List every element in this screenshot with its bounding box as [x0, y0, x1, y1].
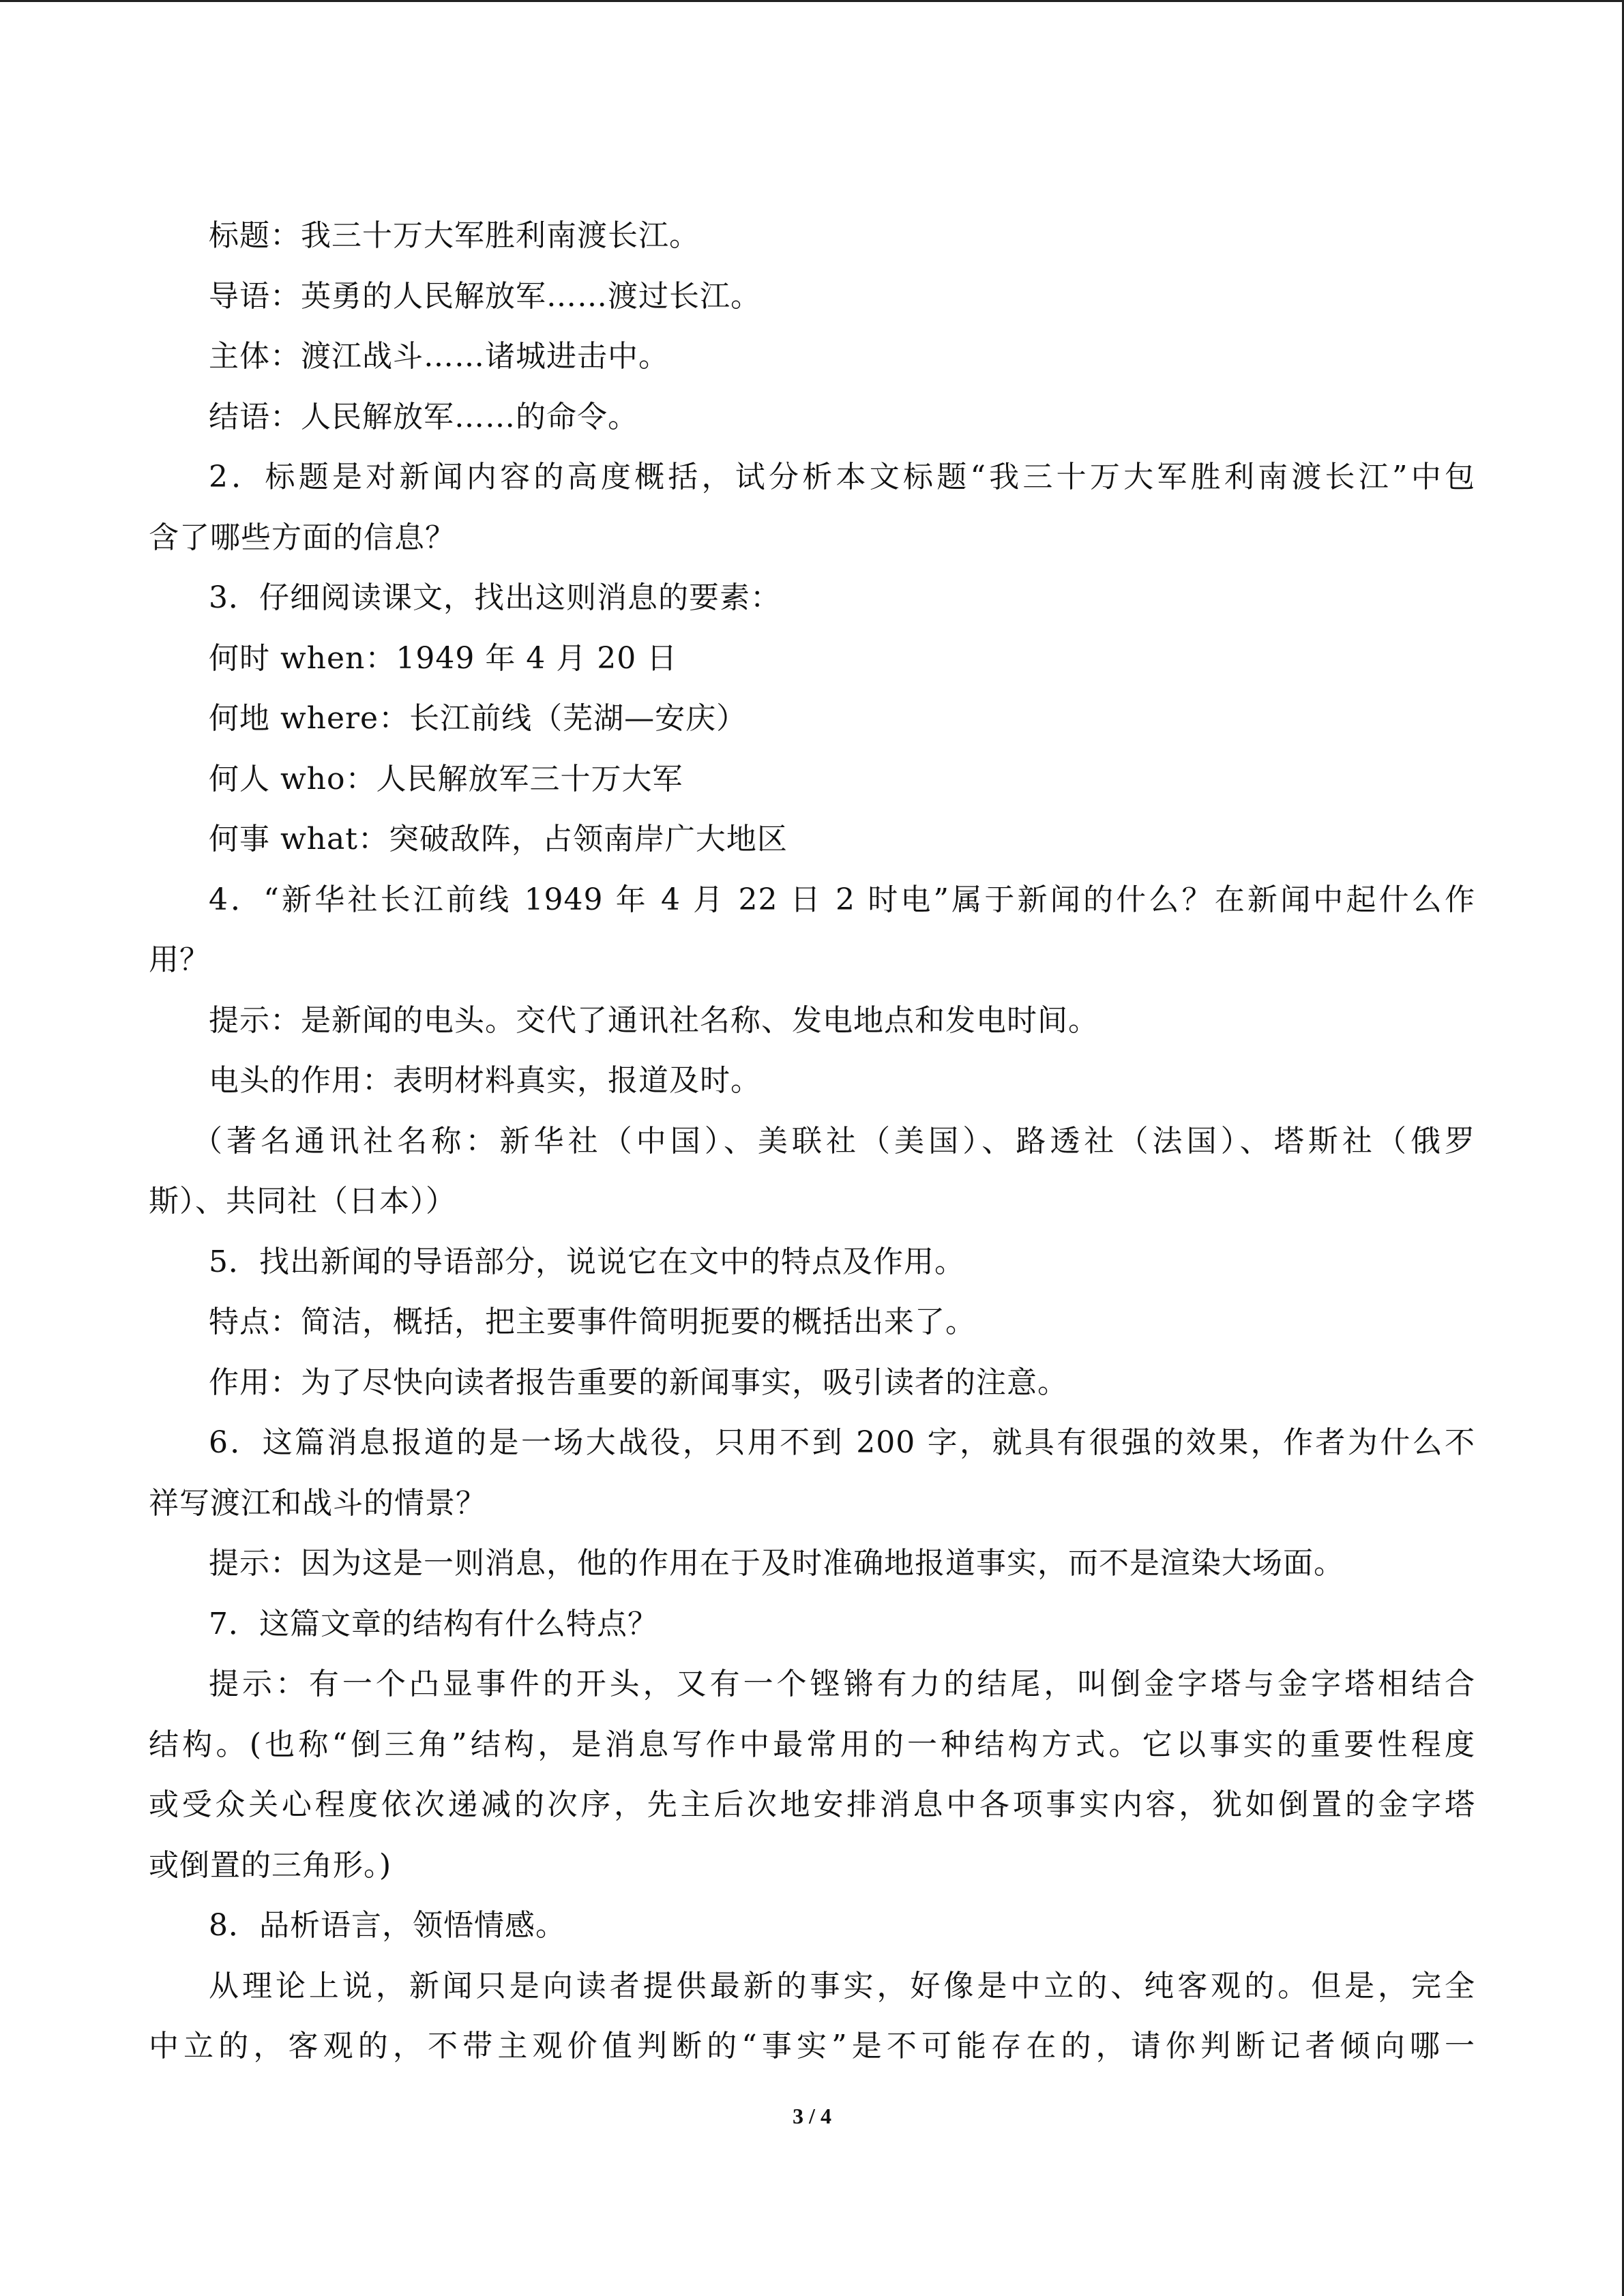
text-line: 从理论上说，新闻只是向读者提供最新的事实，好像是中立的、纯客观的。但是，完全 [209, 1968, 1475, 2003]
text-line: 导语：英勇的人民解放军……渡过长江。 [209, 278, 761, 314]
text-line: 提示：有一个凸显事件的开头，又有一个铿锵有力的结尾，叫倒金字塔与金字塔相结合 [209, 1667, 1475, 1701]
text-line: 8．品析语言，领悟情感。 [209, 1908, 566, 1943]
text-line: 5．找出新闻的导语部分，说说它在文中的特点及作用。 [209, 1244, 965, 1279]
text-line: 结构。(也称“倒三角”结构，是消息写作中最常用的一种结构方式。它以事实的重要性程度 [149, 1727, 1475, 1762]
text-line: 作用：为了尽快向读者报告重要的新闻事实，吸引读者的注意。 [209, 1365, 1068, 1400]
page-number: 3 / 4 [793, 2104, 831, 2128]
text-line: 斯）、共同社（日本）） [149, 1184, 456, 1219]
text-line: 4．“新华社长江前线 1949 年 4 月 22 日 2 时电”属于新闻的什么？在新闻中起什么作 [209, 882, 1475, 917]
text-line: 中立的，客观的，不带主观价值判断的“事实”是不可能存在的，请你判断记者倾向哪一 [149, 2029, 1475, 2063]
text-line: 电头的作用：表明材料真实，报道及时。 [209, 1063, 761, 1098]
text-line: 何时 when：1949 年 4 月 20 日 [209, 640, 678, 676]
text-line: 提示：因为这是一则消息，他的作用在于及时准确地报道事实，而不是渲染大场面。 [209, 1546, 1344, 1581]
text-line: 3．仔细阅读课文，找出这则消息的要素： [209, 580, 781, 615]
text-line: 何人 who：人民解放军三十万大军 [209, 761, 683, 796]
text-line: 结语：人民解放军……的命令。 [209, 399, 638, 434]
text-line: 标题：我三十万大军胜利南渡长江。 [209, 218, 700, 253]
text-line: （著名通讯社名称：新华社（中国）、美联社（美国）、路透社（法国）、塔斯社（俄罗 [192, 1123, 1475, 1159]
text-line: 或倒置的三角形。) [149, 1847, 392, 1883]
text-line: 何事 what：突破敌阵，占领南岸广大地区 [209, 822, 788, 856]
text-line: 2．标题是对新闻内容的高度概括，试分析本文标题“我三十万大军胜利南渡长江”中包 [209, 460, 1475, 494]
text-line: 何地 where：长江前线（芜湖—安庆） [209, 701, 748, 736]
text-line: 提示：是新闻的电头。交代了通讯社名称、发电地点和发电时间。 [209, 1002, 1099, 1038]
top-border-line [0, 0, 1624, 2]
text-line: 祥写渡江和战斗的情景？ [149, 1485, 486, 1521]
text-line: 用？ [149, 942, 210, 977]
text-line: 或受众关心程度依次递减的次序，先主后次地安排消息中各项事实内容，犹如倒置的金字塔 [149, 1787, 1475, 1822]
text-line: 含了哪些方面的信息？ [149, 520, 456, 555]
text-line: 特点：简洁，概括，把主要事件简明扼要的概括出来了。 [209, 1304, 976, 1339]
text-line: 主体：渡江战斗……诸城进击中。 [209, 339, 669, 374]
text-line: 7．这篇文章的结构有什么特点？ [209, 1606, 658, 1641]
document-body [149, 206, 1475, 2077]
text-line: 6．这篇消息报道的是一场大战役，只用不到 200 字，就具有很强的效果，作者为什么不 [209, 1425, 1475, 1460]
